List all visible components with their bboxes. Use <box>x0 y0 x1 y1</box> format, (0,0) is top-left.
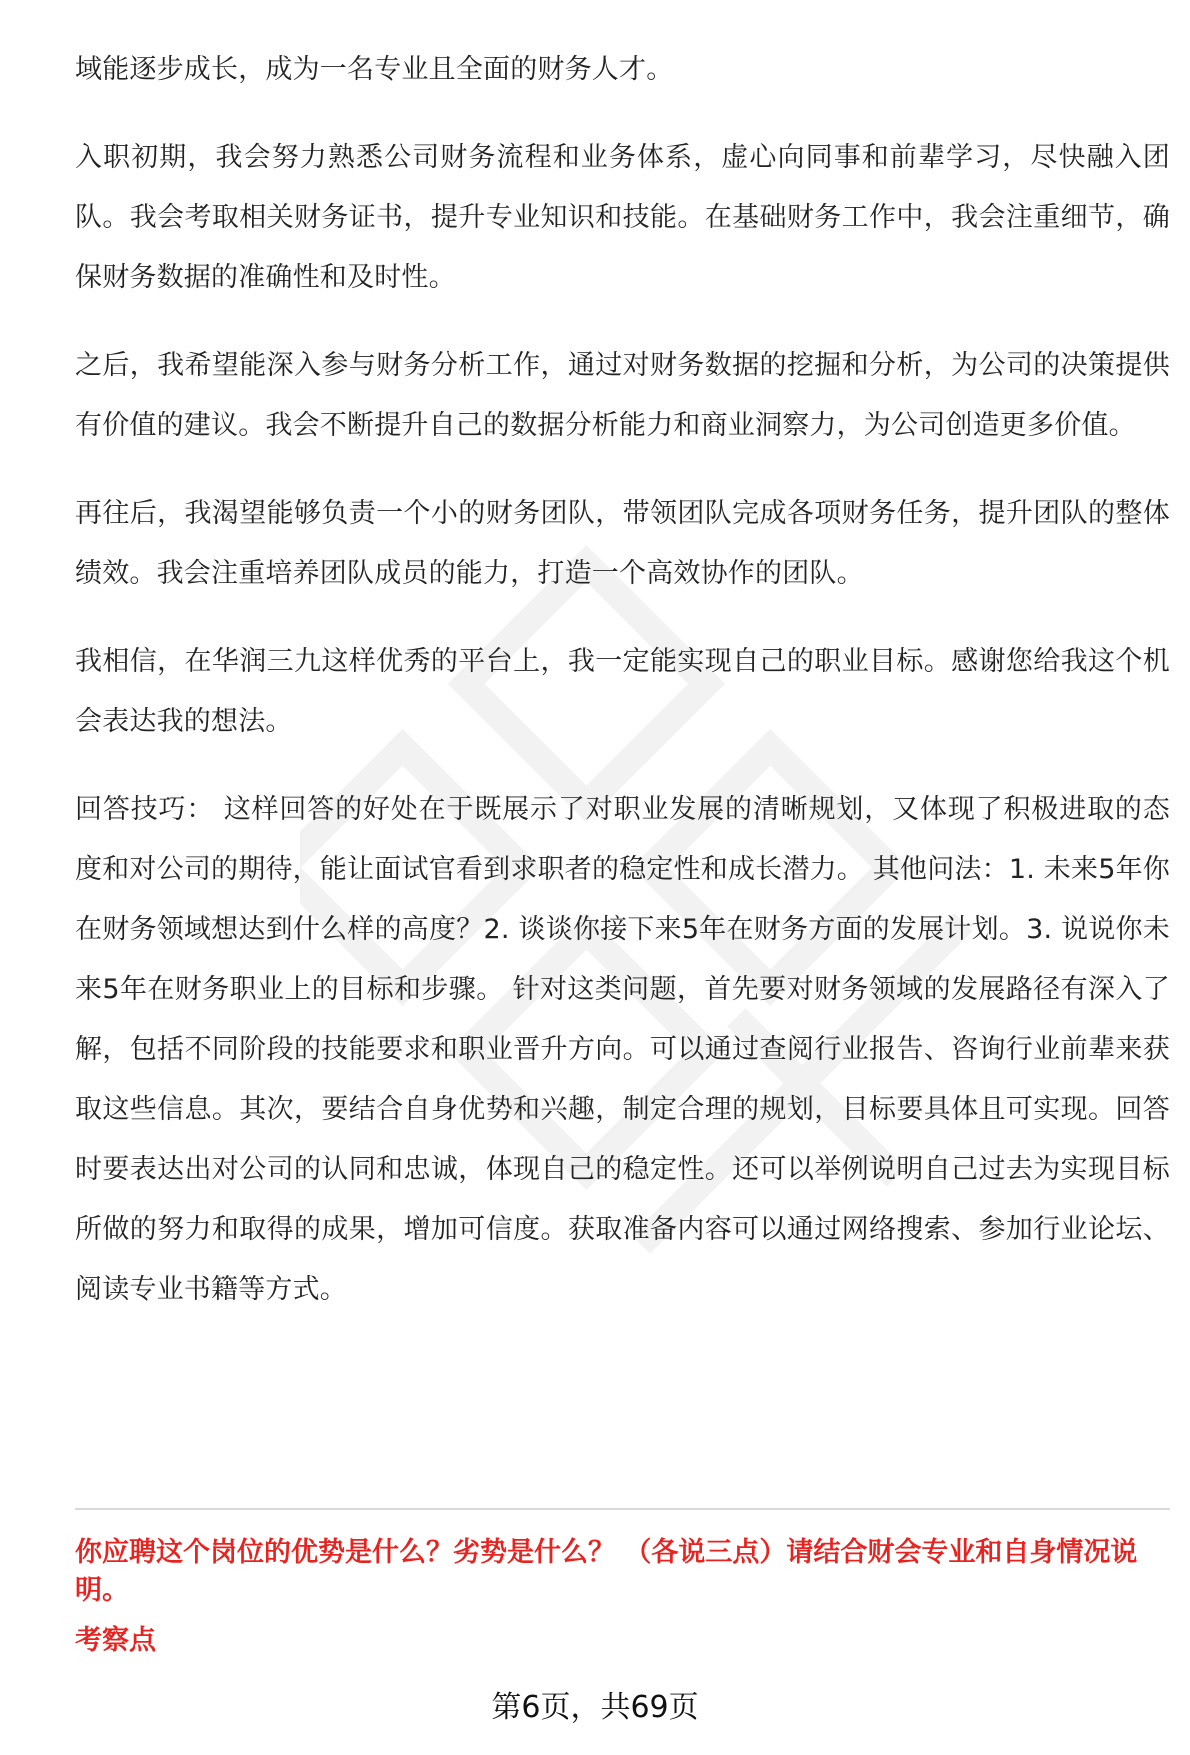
paragraph-3: 之后，我希望能深入参与财务分析工作，通过对财务数据的挖掘和分析，为公司的决策提供有价值的建议。我会不断提升自己的数据分析能力和商业洞察力，为公司创造更多价值。 <box>75 350 1170 441</box>
paragraph-4: 再往后，我渴望能够负责一个小的财务团队，带领团队完成各项财务任务，提升团队的整体绩效。我会注重培养团队成员的能力，打造一个高效协作的团队。 <box>75 498 1170 589</box>
question-heading: 你应聘这个岗位的优势是什么？劣势是什么？ （各说三点）请结合财会专业和自身情况说明。 <box>75 1537 1138 1606</box>
section-heading-kaocha: 考察点 <box>75 1625 156 1656</box>
paragraph-2: 入职初期，我会努力熟悉公司财务流程和业务体系，虚心向同事和前辈学习，尽快融入团队。我会考取相关财务证书，提升专业知识和技能。在基础财务工作中，我会注重细节，确保财务数据的准确性和及时性。 <box>75 142 1170 293</box>
page-number: 第6页，共69页 <box>491 1690 699 1725</box>
paragraph-1: 域能逐步成长，成为一名专业且全面的财务人才。 <box>75 54 674 85</box>
paragraph-5: 我相信，在华润三九这样优秀的平台上，我一定能实现自己的职业目标。感谢您给我这个机会表达我的想法。 <box>75 646 1170 737</box>
document-body <box>75 40 1170 1320</box>
answer-tips-paragraph: 回答技巧： 这样回答的好处在于既展示了对职业发展的清晰规划，又体现了积极进取的态度和对公司的期待，能让面试官看到求职者的稳定性和成长潜力。 其他问法：1. 未来5年你在财务领域想达到什么样的高度？2. 谈谈你接下来5年在财务方面的发展计划。3. 说说你未来5年在财务职业上的目标和步骤。 针对这类问题，首先要对财务领域的发展路径有深入了解，包括不同阶段的技能要求和职业晋升方向。可以通过查阅行业报告、咨询行业前辈来获取这些信息。其次，要结合自身优势和兴趣，制定合理的规划，目标要具体且可实现。回答时要表达出对公司的认同和忠诚，体现自己的稳定性。还可以举例说明自己过去为实现目标所做的努力和取得的成果，增加可信度。获取准备内容可以通过网络搜索、参加行业论坛、阅读专业书籍等方式。 <box>75 794 1170 1305</box>
section-divider <box>75 1508 1170 1510</box>
